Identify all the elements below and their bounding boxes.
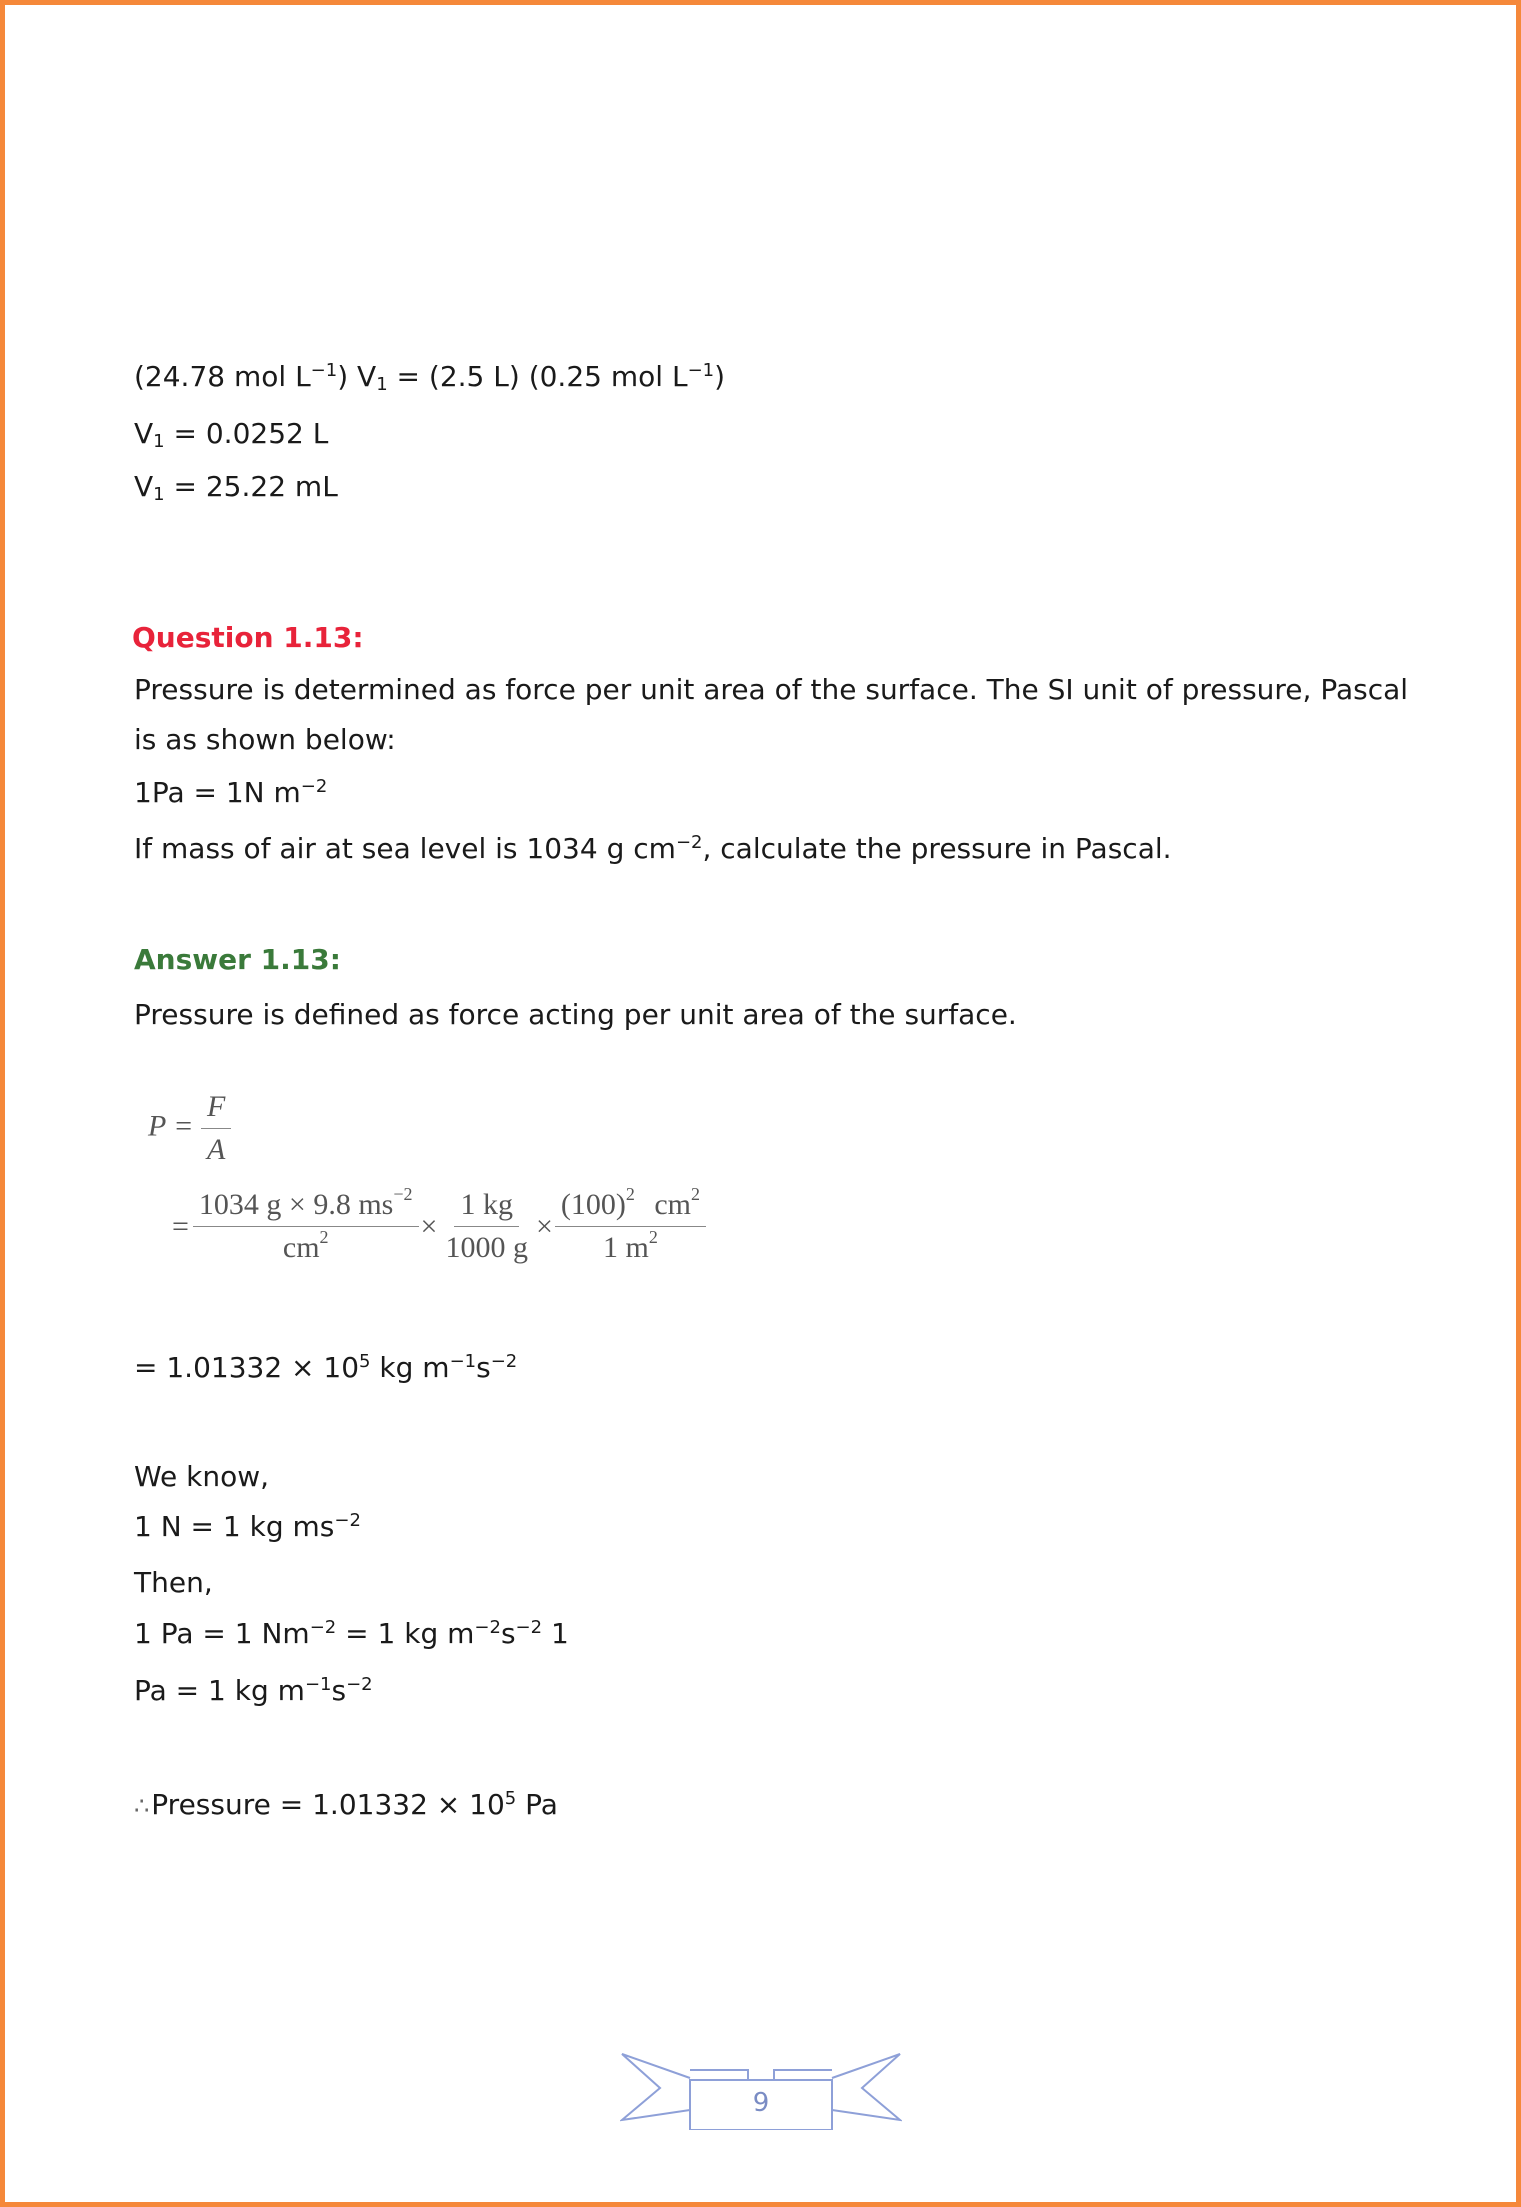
then-text: Then, [134, 1566, 213, 1599]
fraction-term-1 [193, 1184, 419, 1265]
page-number-badge [620, 2050, 902, 2130]
superscript: 2 [648, 1227, 658, 1247]
text: s [331, 1674, 347, 1707]
formula-expansion [172, 1184, 706, 1265]
text: V [134, 417, 154, 450]
denominator [597, 1227, 664, 1265]
text: If mass of air at sea level is 1034 g cm [134, 832, 676, 865]
prev-answer-line-3 [134, 469, 338, 505]
prev-answer-line-1 [134, 359, 725, 395]
superscript: −1 [310, 360, 338, 381]
text: 1034 g × 9.8 ms [198, 1188, 394, 1221]
superscript: 2 [691, 1184, 700, 1204]
superscript: −2 [309, 1617, 337, 1638]
superscript: −1 [687, 360, 715, 381]
therefore-icon: ∴ [134, 1792, 150, 1820]
text: = 25.22 mL [164, 470, 338, 503]
subscript: 1 [376, 374, 388, 395]
text: V [134, 470, 154, 503]
text: 1 [542, 1617, 569, 1650]
superscript: −1 [449, 1351, 477, 1372]
text: kg m [370, 1351, 450, 1384]
text: cm [282, 1231, 320, 1264]
prev-answer-line-2 [134, 416, 328, 452]
text: ) V [337, 360, 377, 393]
superscript: −2 [346, 1674, 373, 1695]
superscript: −2 [675, 832, 703, 853]
conclusion [134, 1787, 558, 1824]
numerator [193, 1184, 419, 1227]
text: Pa = 1 kg m [134, 1674, 305, 1707]
denominator: A [207, 1133, 226, 1166]
superscript: 5 [359, 1351, 371, 1372]
text: (24.78 mol L [134, 360, 311, 393]
text: = (2.5 L) (0.25 mol L [387, 360, 688, 393]
numerator: F [201, 1090, 231, 1129]
superscript: −1 [304, 1674, 332, 1695]
text: 1 m [603, 1231, 649, 1264]
subscript: 1 [153, 431, 165, 452]
formula-lhs: P = [148, 1109, 194, 1143]
question-text-3 [134, 831, 1172, 867]
text: cm [646, 1188, 691, 1221]
equals-sign: = [172, 1209, 189, 1243]
fraction-term-2 [439, 1188, 534, 1265]
newton-definition [134, 1509, 361, 1545]
question-text-2: is as shown below: [134, 723, 396, 756]
fraction-f-over-a [201, 1090, 231, 1167]
text: = 0.0252 L [164, 417, 329, 450]
superscript: −2 [515, 1617, 543, 1638]
text: = 1 kg m [336, 1617, 475, 1650]
answer-result [134, 1350, 517, 1386]
numerator: 1 kg [454, 1188, 519, 1227]
pascal-definition [134, 1616, 569, 1652]
text: Pressure = 1.01332 × 10 [151, 1788, 505, 1821]
times-sign: × [420, 1209, 438, 1243]
text: (100) [560, 1188, 626, 1221]
superscript: 2 [625, 1184, 635, 1204]
superscript: −2 [300, 776, 328, 797]
numerator [555, 1184, 706, 1227]
question-text-1: Pressure is determined as force per unit area of the surface. The SI unit of pressure, Pascal [134, 673, 1409, 706]
text: , calculate the pressure in Pascal. [702, 832, 1172, 865]
question-equation [134, 775, 327, 811]
denominator: 1000 g [445, 1231, 528, 1264]
text: 1 N = 1 kg ms [134, 1510, 335, 1543]
answer-intro: Pressure is defined as force acting per unit area of the surface. [134, 998, 1017, 1031]
text: s [476, 1351, 491, 1384]
text: 1 Pa = 1 Nm [134, 1617, 310, 1650]
text: s [500, 1617, 516, 1650]
page-number: 9 [752, 2088, 770, 2118]
denominator [277, 1227, 335, 1265]
text: Pa [516, 1788, 558, 1821]
superscript: 2 [319, 1227, 329, 1247]
text: 1Pa = 1N m [134, 776, 301, 809]
text: ) [714, 360, 726, 393]
pascal-definition-2 [134, 1673, 373, 1709]
we-know-text: We know, [134, 1460, 270, 1493]
fraction-term-3 [555, 1184, 706, 1265]
superscript: 5 [504, 1788, 517, 1809]
superscript: −2 [490, 1351, 518, 1372]
superscript: −2 [334, 1510, 361, 1531]
formula-p-equals-f-over-a [148, 1090, 231, 1167]
subscript: 1 [153, 484, 165, 505]
text: = 1.01332 × 10 [134, 1351, 360, 1384]
answer-heading: Answer 1.13: [134, 943, 341, 976]
times-sign: × [535, 1209, 553, 1243]
question-heading: Question 1.13: [132, 621, 364, 654]
superscript: −2 [474, 1617, 501, 1638]
superscript: −2 [393, 1184, 413, 1204]
